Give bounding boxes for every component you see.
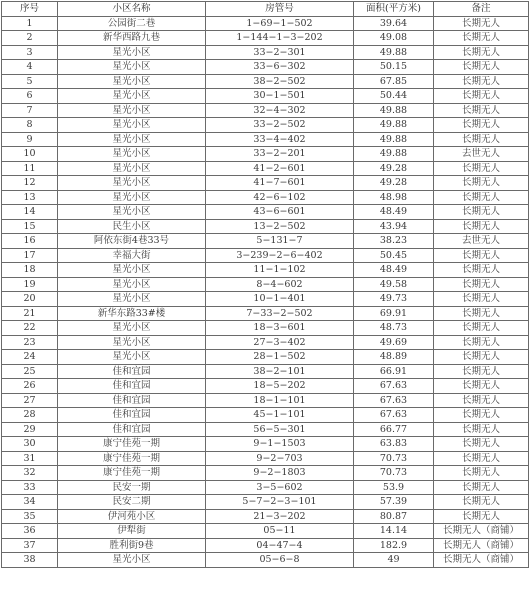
area-cell: 67.63 <box>354 408 434 423</box>
community-name-cell: 民生小区 <box>58 219 206 234</box>
table-row <box>2 16 529 31</box>
remarks-cell: 长期无人 <box>434 60 529 75</box>
community-name-cell: 星光小区 <box>58 553 206 568</box>
table-row <box>2 393 529 408</box>
community-name-cell: 康宁佳苑一期 <box>58 437 206 452</box>
area-cell: 14.14 <box>354 524 434 539</box>
house-number-cell: 38−2−502 <box>206 74 354 89</box>
seq-cell: 4 <box>2 60 58 75</box>
seq-cell: 37 <box>2 538 58 553</box>
area-cell: 49.08 <box>354 31 434 46</box>
remarks-cell: 长期无人 <box>434 509 529 524</box>
table-row <box>2 335 529 350</box>
seq-cell: 23 <box>2 335 58 350</box>
seq-cell: 28 <box>2 408 58 423</box>
house-number-cell: 27−3−402 <box>206 335 354 350</box>
header-area: 面积(平方米) <box>354 2 434 17</box>
area-cell: 70.73 <box>354 466 434 481</box>
header-row <box>2 2 529 17</box>
area-cell: 50.15 <box>354 60 434 75</box>
seq-cell: 17 <box>2 248 58 263</box>
remarks-cell: 长期无人 <box>434 248 529 263</box>
community-name-cell: 新华东路33#楼 <box>58 306 206 321</box>
table-row <box>2 132 529 147</box>
remarks-cell: 长期无人 <box>434 451 529 466</box>
area-cell: 67.63 <box>354 393 434 408</box>
table-row <box>2 190 529 205</box>
remarks-cell: 长期无人 <box>434 74 529 89</box>
remarks-cell: 长期无人 <box>434 437 529 452</box>
remarks-cell: 长期无人 <box>434 45 529 60</box>
area-cell: 69.91 <box>354 306 434 321</box>
house-number-cell: 8−4−602 <box>206 277 354 292</box>
house-number-cell: 28−1−502 <box>206 350 354 365</box>
house-number-cell: 38−2−101 <box>206 364 354 379</box>
remarks-cell: 去世无人 <box>434 234 529 249</box>
house-number-cell: 33−4−402 <box>206 132 354 147</box>
community-name-cell: 星光小区 <box>58 103 206 118</box>
seq-cell: 30 <box>2 437 58 452</box>
table-row <box>2 292 529 307</box>
table-row <box>2 263 529 278</box>
area-cell: 48.73 <box>354 321 434 336</box>
house-number-cell: 30−1−501 <box>206 89 354 104</box>
area-cell: 67.63 <box>354 379 434 394</box>
house-number-cell: 9−2−703 <box>206 451 354 466</box>
area-cell: 63.83 <box>354 437 434 452</box>
community-name-cell: 佳和宜园 <box>58 422 206 437</box>
table-row <box>2 480 529 495</box>
community-name-cell: 星光小区 <box>58 147 206 162</box>
community-name-cell: 阿依东街4巷33号 <box>58 234 206 249</box>
community-name-cell: 佳和宜园 <box>58 408 206 423</box>
area-cell: 49.88 <box>354 45 434 60</box>
seq-cell: 10 <box>2 147 58 162</box>
header-remarks: 备注 <box>434 2 529 17</box>
area-cell: 48.49 <box>354 205 434 220</box>
house-number-cell: 21−3−202 <box>206 509 354 524</box>
remarks-cell: 长期无人 <box>434 205 529 220</box>
area-cell: 38.23 <box>354 234 434 249</box>
seq-cell: 19 <box>2 277 58 292</box>
remarks-cell: 长期无人 <box>434 161 529 176</box>
area-cell: 67.85 <box>354 74 434 89</box>
seq-cell: 3 <box>2 45 58 60</box>
community-name-cell: 星光小区 <box>58 161 206 176</box>
house-number-cell: 18−1−101 <box>206 393 354 408</box>
area-cell: 70.73 <box>354 451 434 466</box>
table-row <box>2 234 529 249</box>
table-row <box>2 538 529 553</box>
house-number-cell: 18−5−202 <box>206 379 354 394</box>
remarks-cell: 长期无人 <box>434 277 529 292</box>
community-name-cell: 星光小区 <box>58 45 206 60</box>
table-row <box>2 219 529 234</box>
house-number-cell: 04−47−4 <box>206 538 354 553</box>
house-number-cell: 56−5−301 <box>206 422 354 437</box>
table-row <box>2 350 529 365</box>
seq-cell: 29 <box>2 422 58 437</box>
table-row <box>2 147 529 162</box>
community-name-cell: 康宁佳苑一期 <box>58 466 206 481</box>
table-header <box>2 2 529 17</box>
community-name-cell: 星光小区 <box>58 321 206 336</box>
area-cell: 182.9 <box>354 538 434 553</box>
seq-cell: 16 <box>2 234 58 249</box>
area-cell: 49.28 <box>354 176 434 191</box>
area-cell: 50.45 <box>354 248 434 263</box>
remarks-cell: 去世无人 <box>434 147 529 162</box>
house-number-cell: 7−33−2−502 <box>206 306 354 321</box>
house-number-cell: 33−2−201 <box>206 147 354 162</box>
seq-cell: 7 <box>2 103 58 118</box>
house-number-cell: 5−131−7 <box>206 234 354 249</box>
seq-cell: 35 <box>2 509 58 524</box>
remarks-cell: 长期无人 <box>434 350 529 365</box>
seq-cell: 11 <box>2 161 58 176</box>
table-row <box>2 74 529 89</box>
remarks-cell: 长期无人 <box>434 379 529 394</box>
remarks-cell: 长期无人 <box>434 495 529 510</box>
remarks-cell: 长期无人 <box>434 321 529 336</box>
remarks-cell: 长期无人 <box>434 422 529 437</box>
remarks-cell: 长期无人 <box>434 466 529 481</box>
house-number-cell: 45−1−101 <box>206 408 354 423</box>
house-number-cell: 1−69−1−502 <box>206 16 354 31</box>
seq-cell: 2 <box>2 31 58 46</box>
community-name-cell: 星光小区 <box>58 190 206 205</box>
remarks-cell: 长期无人 <box>434 480 529 495</box>
community-name-cell: 星光小区 <box>58 118 206 133</box>
table-row <box>2 31 529 46</box>
community-name-cell: 星光小区 <box>58 350 206 365</box>
seq-cell: 32 <box>2 466 58 481</box>
remarks-cell: 长期无人 <box>434 31 529 46</box>
remarks-cell: 长期无人 <box>434 219 529 234</box>
seq-cell: 12 <box>2 176 58 191</box>
remarks-cell: 长期无人 <box>434 292 529 307</box>
community-name-cell: 星光小区 <box>58 89 206 104</box>
community-name-cell: 胜利街9巷 <box>58 538 206 553</box>
seq-cell: 6 <box>2 89 58 104</box>
seq-cell: 14 <box>2 205 58 220</box>
seq-cell: 13 <box>2 190 58 205</box>
remarks-cell: 长期无人 <box>434 103 529 118</box>
community-name-cell: 星光小区 <box>58 335 206 350</box>
table-row <box>2 60 529 75</box>
house-number-cell: 33−6−302 <box>206 60 354 75</box>
area-cell: 48.89 <box>354 350 434 365</box>
seq-cell: 21 <box>2 306 58 321</box>
house-number-cell: 05−6−8 <box>206 553 354 568</box>
data-table <box>1 1 529 568</box>
area-cell: 48.98 <box>354 190 434 205</box>
area-cell: 48.49 <box>354 263 434 278</box>
area-cell: 80.87 <box>354 509 434 524</box>
table-row <box>2 176 529 191</box>
table-row <box>2 466 529 481</box>
area-cell: 39.64 <box>354 16 434 31</box>
remarks-cell: 长期无人 <box>434 89 529 104</box>
seq-cell: 31 <box>2 451 58 466</box>
community-name-cell: 星光小区 <box>58 263 206 278</box>
house-number-cell: 32−4−302 <box>206 103 354 118</box>
community-name-cell: 佳和宜园 <box>58 364 206 379</box>
seq-cell: 22 <box>2 321 58 336</box>
remarks-cell: 长期无人 <box>434 16 529 31</box>
area-cell: 66.77 <box>354 422 434 437</box>
remarks-cell: 长期无人 <box>434 393 529 408</box>
table-row <box>2 89 529 104</box>
house-number-cell: 1−144−1−3−202 <box>206 31 354 46</box>
community-name-cell: 星光小区 <box>58 176 206 191</box>
area-cell: 49.88 <box>354 118 434 133</box>
table-row <box>2 118 529 133</box>
table-row <box>2 161 529 176</box>
table-row <box>2 45 529 60</box>
area-cell: 50.44 <box>354 89 434 104</box>
remarks-cell: 长期无人 <box>434 335 529 350</box>
table-row <box>2 524 529 539</box>
house-number-cell: 9−1−1503 <box>206 437 354 452</box>
area-cell: 49.73 <box>354 292 434 307</box>
house-number-cell: 42−6−102 <box>206 190 354 205</box>
house-number-cell: 13−2−502 <box>206 219 354 234</box>
area-cell: 53.9 <box>354 480 434 495</box>
table-row <box>2 379 529 394</box>
house-number-cell: 33−2−502 <box>206 118 354 133</box>
remarks-cell: 长期无人 <box>434 364 529 379</box>
header-community-name: 小区名称 <box>58 2 206 17</box>
house-number-cell: 9−2−1803 <box>206 466 354 481</box>
seq-cell: 9 <box>2 132 58 147</box>
community-name-cell: 民安二期 <box>58 495 206 510</box>
area-cell: 43.94 <box>354 219 434 234</box>
house-number-cell: 10−1−401 <box>206 292 354 307</box>
community-name-cell: 星光小区 <box>58 277 206 292</box>
area-cell: 49 <box>354 553 434 568</box>
remarks-cell: 长期无人（商铺） <box>434 524 529 539</box>
seq-cell: 36 <box>2 524 58 539</box>
seq-cell: 27 <box>2 393 58 408</box>
area-cell: 49.69 <box>354 335 434 350</box>
table-row <box>2 495 529 510</box>
remarks-cell: 长期无人 <box>434 132 529 147</box>
area-cell: 49.88 <box>354 103 434 118</box>
remarks-cell: 长期无人 <box>434 176 529 191</box>
community-name-cell: 幸福大街 <box>58 248 206 263</box>
seq-cell: 33 <box>2 480 58 495</box>
community-name-cell: 星光小区 <box>58 205 206 220</box>
table-row <box>2 205 529 220</box>
seq-cell: 20 <box>2 292 58 307</box>
seq-cell: 24 <box>2 350 58 365</box>
community-name-cell: 伊河苑小区 <box>58 509 206 524</box>
remarks-cell: 长期无人 <box>434 190 529 205</box>
area-cell: 49.58 <box>354 277 434 292</box>
table-row <box>2 451 529 466</box>
remarks-cell: 长期无人 <box>434 408 529 423</box>
table-row <box>2 408 529 423</box>
table-row <box>2 509 529 524</box>
community-name-cell: 新华西路九巷 <box>58 31 206 46</box>
area-cell: 57.39 <box>354 495 434 510</box>
table-row <box>2 277 529 292</box>
area-cell: 49.88 <box>354 132 434 147</box>
seq-cell: 8 <box>2 118 58 133</box>
seq-cell: 5 <box>2 74 58 89</box>
community-name-cell: 伊犁街 <box>58 524 206 539</box>
house-number-cell: 05−11 <box>206 524 354 539</box>
header-house-number: 房管号 <box>206 2 354 17</box>
seq-cell: 38 <box>2 553 58 568</box>
header-seq: 序号 <box>2 2 58 17</box>
house-number-cell: 41−7−601 <box>206 176 354 191</box>
seq-cell: 26 <box>2 379 58 394</box>
community-name-cell: 星光小区 <box>58 292 206 307</box>
remarks-cell: 长期无人（商铺） <box>434 553 529 568</box>
seq-cell: 1 <box>2 16 58 31</box>
community-name-cell: 康宁佳苑一期 <box>58 451 206 466</box>
table-row <box>2 321 529 336</box>
seq-cell: 34 <box>2 495 58 510</box>
community-name-cell: 公园街二巷 <box>58 16 206 31</box>
table-row <box>2 422 529 437</box>
house-number-cell: 43−6−601 <box>206 205 354 220</box>
house-number-cell: 18−3−601 <box>206 321 354 336</box>
seq-cell: 15 <box>2 219 58 234</box>
remarks-cell: 长期无人 <box>434 263 529 278</box>
table-row <box>2 437 529 452</box>
house-number-cell: 11−1−102 <box>206 263 354 278</box>
table-row <box>2 553 529 568</box>
remarks-cell: 长期无人（商铺） <box>434 538 529 553</box>
community-name-cell: 星光小区 <box>58 60 206 75</box>
table-row <box>2 364 529 379</box>
area-cell: 66.91 <box>354 364 434 379</box>
community-name-cell: 佳和宜园 <box>58 393 206 408</box>
house-number-cell: 3−239−2−6−402 <box>206 248 354 263</box>
area-cell: 49.88 <box>354 147 434 162</box>
house-number-cell: 5−7−2−3−101 <box>206 495 354 510</box>
house-number-cell: 3−5−602 <box>206 480 354 495</box>
table-row <box>2 103 529 118</box>
remarks-cell: 长期无人 <box>434 306 529 321</box>
remarks-cell: 长期无人 <box>434 118 529 133</box>
seq-cell: 25 <box>2 364 58 379</box>
table-body <box>2 16 529 567</box>
house-number-cell: 33−2−301 <box>206 45 354 60</box>
community-name-cell: 星光小区 <box>58 74 206 89</box>
community-name-cell: 星光小区 <box>58 132 206 147</box>
table-row <box>2 306 529 321</box>
table-row <box>2 248 529 263</box>
house-number-cell: 41−2−601 <box>206 161 354 176</box>
community-name-cell: 佳和宜园 <box>58 379 206 394</box>
community-name-cell: 民安一期 <box>58 480 206 495</box>
seq-cell: 18 <box>2 263 58 278</box>
area-cell: 49.28 <box>354 161 434 176</box>
